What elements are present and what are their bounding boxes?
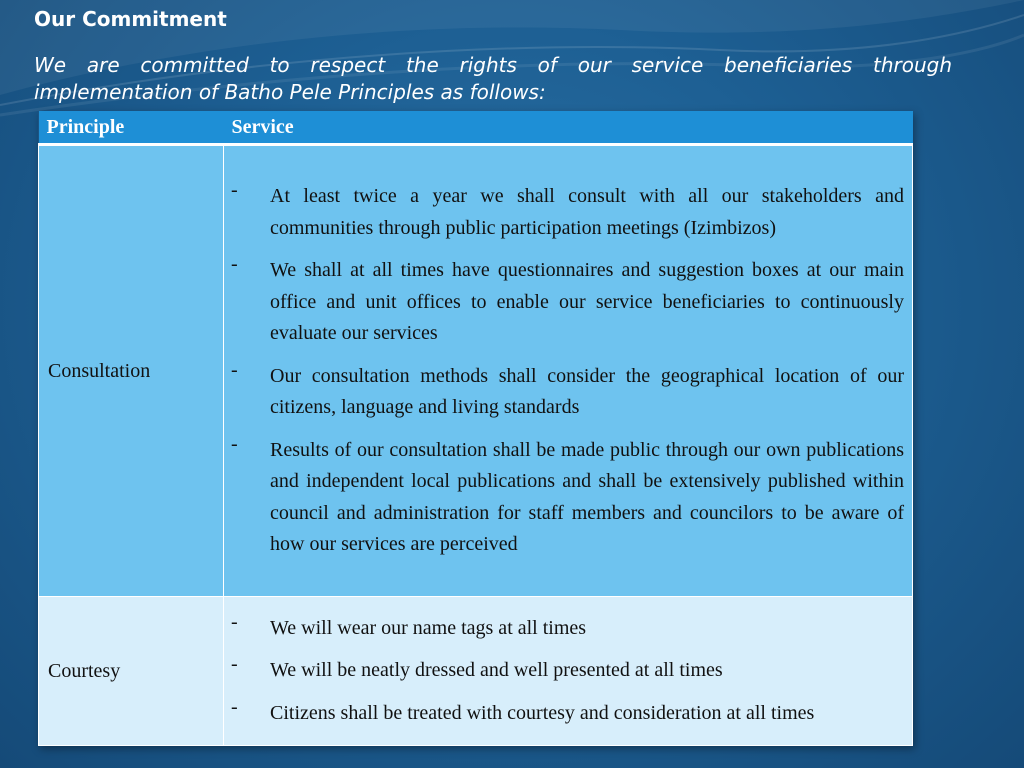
list-item	[231, 610, 904, 645]
service-cell	[224, 145, 913, 597]
dash-bullet: -	[231, 432, 238, 455]
page-title: Our Commitment	[34, 7, 227, 31]
dash-bullet: -	[231, 610, 238, 633]
principle-cell: Consultation	[39, 145, 224, 597]
service-list	[224, 610, 912, 730]
list-item	[231, 181, 904, 244]
dash-bullet: -	[231, 695, 238, 718]
principle-cell: Courtesy	[39, 597, 224, 746]
dash-bullet: -	[231, 653, 238, 676]
service-text: Our consultation methods shall consider the geographical location of our citizens, language and living standards	[270, 364, 904, 419]
dash-bullet: -	[231, 179, 238, 202]
dash-bullet: -	[231, 253, 238, 276]
dash-bullet: -	[231, 358, 238, 381]
service-text: At least twice a year we shall consult with all our stakeholders and communities through public participation meetings (Izimbizos)	[270, 185, 904, 239]
list-item	[231, 432, 904, 561]
principle-column-header: Principle	[39, 111, 224, 145]
table-header-row	[39, 111, 913, 145]
service-text: We will be neatly dressed and well presented at all times	[270, 659, 723, 682]
list-item	[231, 255, 904, 350]
list-item	[231, 695, 904, 730]
list-item	[231, 358, 904, 424]
service-text: Citizens shall be treated with courtesy and consideration at all times	[270, 701, 815, 724]
service-cell	[224, 597, 913, 746]
list-item	[231, 655, 904, 687]
service-list	[224, 181, 912, 561]
service-text: We shall at all times have questionnaires and suggestion boxes at our main office and unit offices to enable our service beneficiaries to continuously evaluate our services	[270, 259, 904, 345]
service-text: We will wear our name tags at all times	[270, 616, 587, 639]
table-row	[39, 597, 913, 746]
intro-text: We are committed to respect the rights of our service beneficiaries through implementation of Batho Pele Principles as follows:	[34, 53, 952, 104]
commitment-table	[38, 111, 913, 746]
table-row	[39, 145, 913, 597]
service-column-header: Service	[224, 111, 913, 145]
service-text: Results of our consultation shall be made public through our own publications and independent local publications and shall be extensively published within council and administration for staff members and councilors to be aware of how our services are perceived	[270, 438, 904, 556]
